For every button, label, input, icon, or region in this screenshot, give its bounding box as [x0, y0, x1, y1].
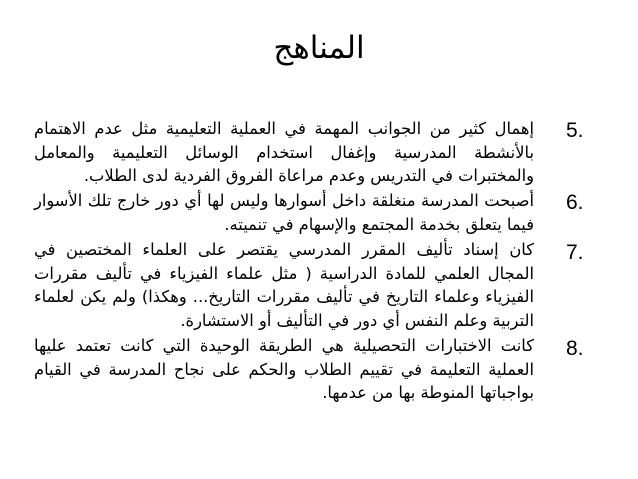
- item-text: إهمال كثير من الجوانب المهمة في العملية التعليمية مثل عدم الاهتمام بالأنشطة المدرسية وإغفال استخدام الوسائل التعليمية والمعامل والمختبرات في التدريس وعدم مراعاة الفروق الفردية لدى الطلاب.: [34, 119, 534, 185]
- item-number: 6.: [566, 191, 584, 214]
- item-number: 5.: [566, 119, 584, 142]
- item-text: أصبحت المدرسة منغلقة داخل أسوارها وليس لها أي دور خارج تلك الأسوار فيما يتعلق بخدمة المجتمع والإسهام في تنميته.: [34, 191, 534, 234]
- item-text: كان إسناد تأليف المقرر المدرسي يقتصر على العلماء المختصين في المجال العلمي للمادة الدراسية ( مثل علماء الفيزياء في تأليف مقررات الفيزياء وعلماء التاريخ في تأليف مقررات التاريخ... وهكذا) ولم يكن لعلماء التربية وعلم النفس أي دور في التأليف أو الاستشارة.: [34, 240, 534, 330]
- slide-title: المناهج: [273, 30, 365, 66]
- item-number: 8.: [566, 337, 584, 360]
- item-number: 7.: [566, 241, 584, 264]
- item-text: كانت الاختبارات التحصيلية هي الطريقة الوحيدة التي كانت تعتمد عليها العملية التعليمة في تقييم الطلاب والحكم على نجاح المدرسة في القيام بواجباتها المنوطة بها من عدمها.: [34, 336, 534, 402]
